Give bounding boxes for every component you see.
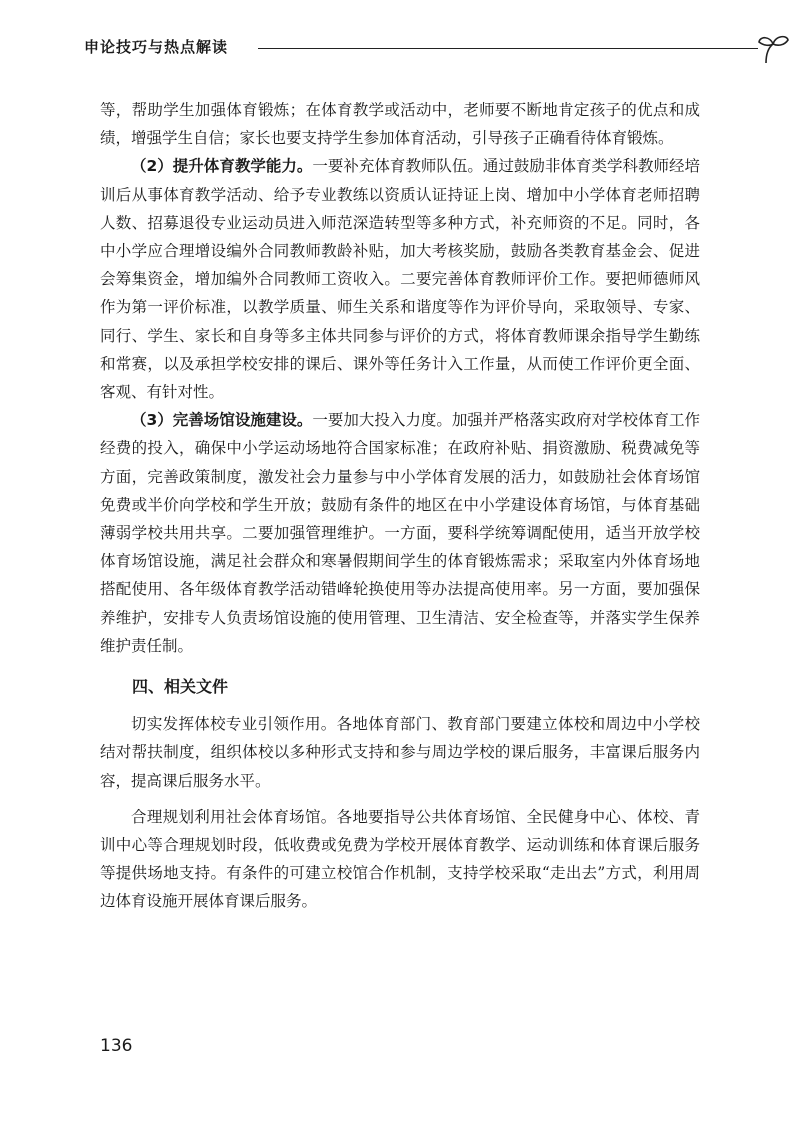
paragraph-text: 一要补充体育教师队伍。通过鼓励非体育类学科教师经培训后从事体育教学活动、给予专业教练以资质认证持证上岗、增加中小学体育老师招聘人数、招募退役专业运动员进入师范深造转型等多种方式，补充师资的不足。同时，各中小学应合理增设编外合同教师教龄补贴，加大考核奖励，鼓励各类教育基金会、促进会筹集资金，增加编外合同教师工资收入。二要完善体育教师评价工作。要把师德师风作为第一评价标准，以教学质量、师生关系和谐度等作为评价导向，采取领导、专家、同行、学生、家长和自身等多主体共同参与评价的方式，将体育教师课余指导学生勤练和常赛，以及承担学校安排的课后、课外等任务计入工作量，从而使工作评价更全面、客观、有针对性。 — [100, 157, 700, 402]
paragraph-lead: （3）完善场馆设施建设。 — [131, 411, 313, 430]
paragraph-continuation: 等，帮助学生加强体育锻炼；在体育教学或活动中，老师要不断地肯定孩子的优点和成绩，增强学生自信；家长也要支持学生参加体育活动，引导孩子正确看待体育锻炼。 — [100, 101, 700, 148]
sprout-icon — [756, 34, 790, 64]
paragraph-text: 一要加大投入力度。加强并严格落实政府对学校体育工作经费的投入，确保中小学运动场地符合国家标准；在政府补贴、捐资激励、税费减免等方面，完善政策制度，激发社会力量参与中小学体育发展的活力，如鼓励社会体育场馆免费或半价向学校和学生开放；鼓励有条件的地区在中小学建设体育场馆，与体育基础薄弱学校共用共享。二要加强管理维护。一方面，要科学统筹调配使用，适当开放学校体育场馆设施，满足社会群众和寒暑假期间学生的体育锻炼需求；采取室内外体育场地搭配使用、各年级体育教学活动错峰轮换使用等办法提高使用率。另一方面，要加强保养维护，安排专人负责场馆设施的使用管理、卫生清洁、安全检查等，并落实学生保养维护责任制。 — [100, 411, 700, 655]
header-rule — [258, 48, 758, 49]
paragraph-lead: （2）提升体育教学能力。 — [131, 157, 313, 176]
paragraph-teaching-ability — [100, 152, 700, 406]
running-header — [84, 34, 724, 64]
paragraph-sports-school: 切实发挥体校专业引领作用。各地体育部门、教育部门要建立体校和周边中小学校结对帮扶制度，组织体校以多种形式支持和参与周边学校的课后服务，丰富课后服务内容，提高课后服务水平。 — [100, 715, 700, 790]
paragraph-public-venues: 合理规划利用社会体育场馆。各地要指导公共体育场馆、全民健身中心、体校、青训中心等合理规划时段，低收费或免费为学校开展体育教学、运动训练和体育课后服务等提供场地支持。有条件的可建立校馆合作机制，支持学校采取“走出去”方式，利用周边体育设施开展体育课后服务。 — [100, 807, 700, 911]
page-content — [100, 96, 700, 916]
page-number: 136 — [100, 1036, 133, 1056]
section-heading: 四、相关文件 — [132, 677, 229, 697]
paragraph-venue-facilities — [100, 406, 700, 660]
header-title: 申论技巧与热点解读 — [84, 38, 229, 56]
